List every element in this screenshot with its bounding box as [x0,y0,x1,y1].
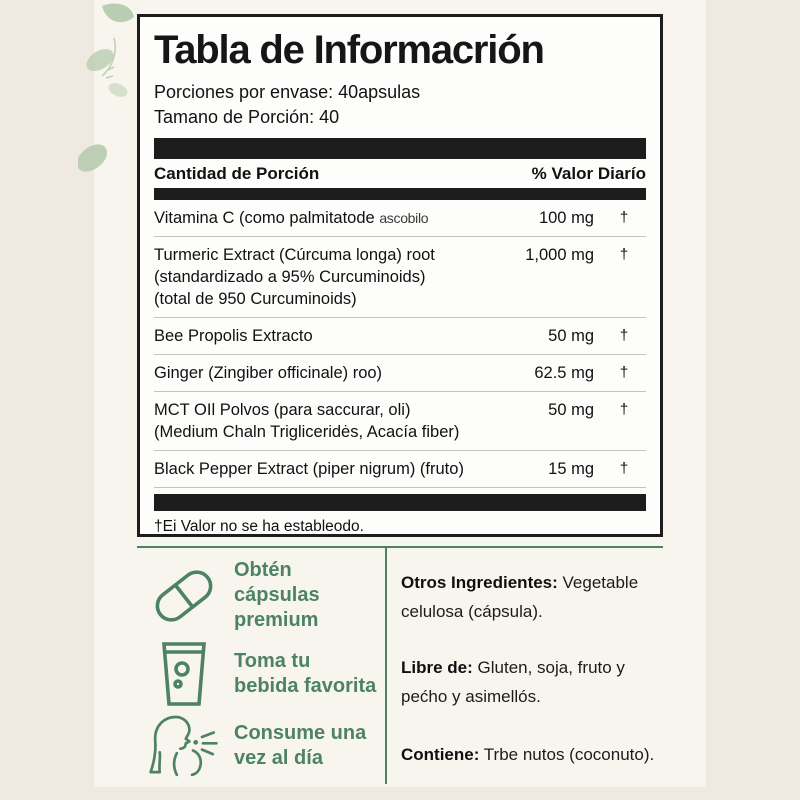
ingredient-name: Vitamina C (como palmitatode [154,209,375,227]
contains-text [401,740,675,769]
daily-value-dagger: † [619,246,629,263]
ingredient-name: Ginger (Zingiber officinale) roo) [154,364,383,382]
ingredient-amount: 62.5 mg [534,364,594,382]
swallow-capsule-icon [148,710,220,782]
ingredient-name: Turmeric Extract (Cúrcuma longa) root [154,246,435,264]
benefit-item [148,710,380,782]
drink-glass-icon [148,638,220,710]
serving-size: Tamano de Porción: 40 [154,107,340,127]
capsule-icon [148,560,220,632]
supplement-facts-panel [137,14,663,537]
table-row [154,237,646,318]
ingredient-name: Bee Propolis Extracto [154,327,313,345]
ingredient-name: MCT OIl Polvos (para saccurar, oli) [154,401,411,419]
table-row [154,392,646,451]
daily-value-dagger: † [619,209,629,226]
ingredient-detail: (total de 950 Curcuminoids) [154,290,357,308]
daily-value-dagger: † [619,364,629,381]
table-row [154,355,646,392]
table-row [154,451,646,488]
separator-bar-thick [154,138,646,159]
table-row [154,200,646,237]
ingredient-amount: 50 mg [548,327,594,345]
ingredient-amount: 50 mg [548,401,594,419]
ingredient-detail: (Medium Chaln Trigliceridės, Acacía fiber) [154,423,460,441]
free-from-text [401,653,675,711]
table-row [154,318,646,355]
other-ingredients-value: Vegetable celulosa (cápsula). [401,573,639,621]
daily-value-dagger: † [619,460,629,477]
contains-value: Trbe nutos (coconuto). [479,745,655,764]
benefit-label: Obtén cápsulas premium [234,559,320,631]
contains-lead: Contiene: [401,745,480,764]
ingredient-amount: 1,000 mg [525,246,594,264]
servings-per-container: Porciones por envase: 40apsulas [154,82,421,102]
free-from-lead: Libre de: [401,658,473,677]
daily-value-dagger: † [619,327,629,344]
ingredient-detail: (standardizado a 95% Curcuminoids) [154,268,426,286]
ingredient-name: Black Pepper Extract (piper nigrum) (fruto) [154,460,464,478]
green-horizontal-divider [137,546,663,548]
free-from-value: Gluten, soja, fruto y pećho y asimellós. [401,658,625,706]
amount-per-serving-header: Cantidad de Porción [154,164,320,183]
benefit-label: Consume una vez al día [234,722,367,769]
green-vertical-divider [385,546,387,784]
daily-value-header: % Valor Diarío [531,164,646,183]
separator-bar-medium [154,188,646,200]
benefit-item [148,558,380,633]
other-ingredients-lead: Otros Ingredientes: [401,573,558,592]
other-ingredients-text [401,568,675,626]
daily-value-dagger: † [619,401,629,418]
ingredient-amount: 15 mg [548,460,594,478]
panel-title: Tabla de Informacrión [154,28,544,72]
ingredient-amount: 100 mg [538,209,594,227]
benefit-label: Toma tu bebida favorita [234,650,377,697]
leaf-decoration [78,0,140,190]
daily-value-footnote: †Ei Valor no se ha estableodo. [154,518,364,535]
facts-header-row [152,159,648,188]
ingredient-name-suffix: ascobilo [379,210,429,226]
separator-bar-bottom [154,494,646,511]
benefit-item [148,638,380,710]
